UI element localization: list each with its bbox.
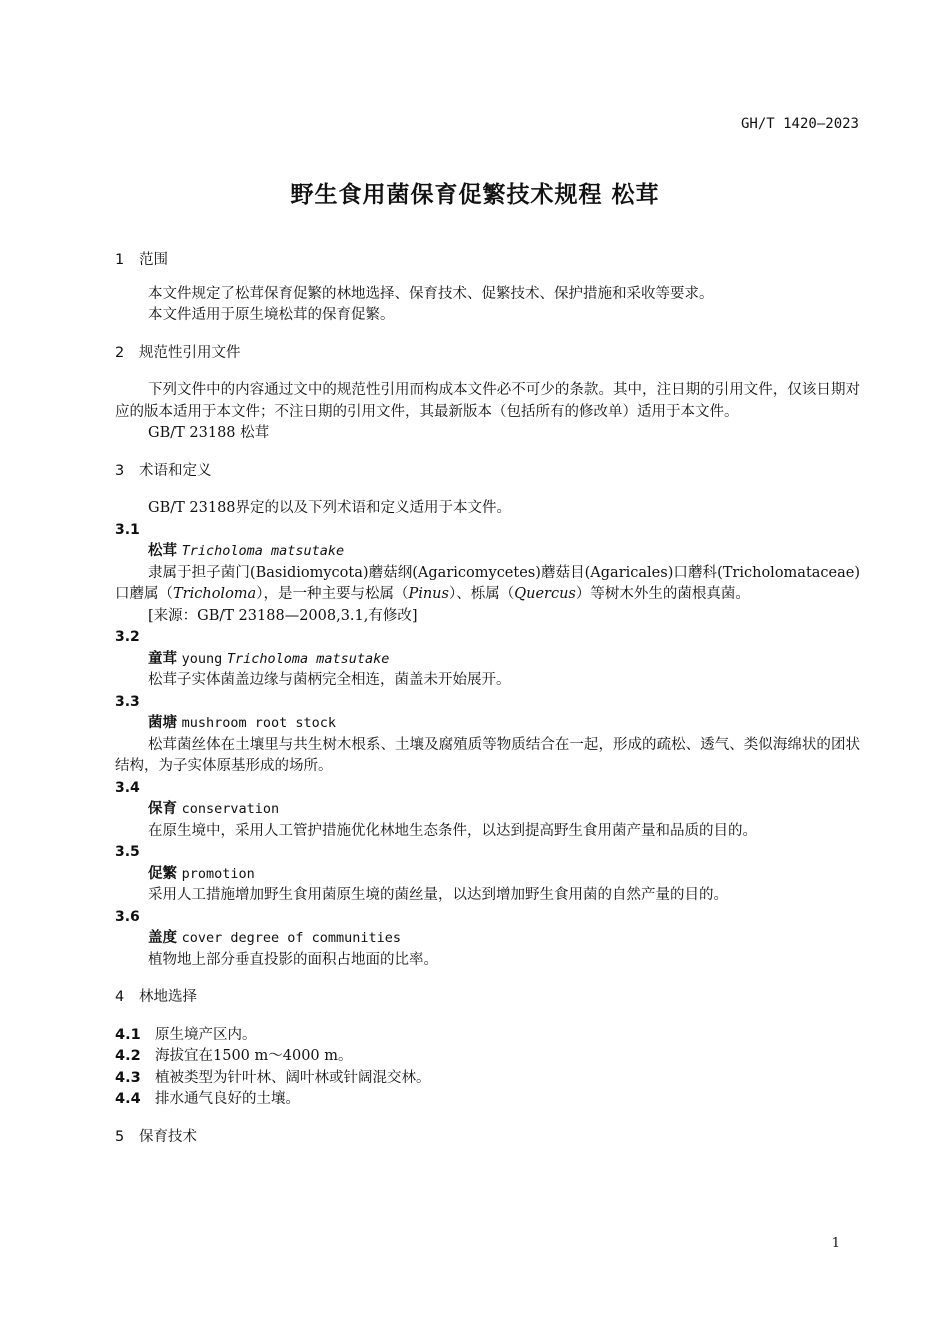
term-definition: 采用人工措施增加野生食用菌原生境的菌丝量，以达到增加野生食用菌的自然产量的目的。 — [148, 887, 728, 903]
section-heading-2: 2 规范性引用文件 — [115, 344, 241, 361]
paragraph: 下列文件中的内容通过文中的规范性引用而构成本文件必不可少的条款。其中，注日期的引用文件，仅该日期对应的版本适用于本文件；不注日期的引用文件，其最新版本（包括所有的修改单）适用于本文件。 — [115, 382, 860, 420]
term-number: 3.1 — [115, 521, 140, 538]
term-number: 3.6 — [115, 908, 140, 925]
term-name: 松茸 Tricholoma matsutake — [148, 543, 345, 559]
term-name: 盖度 cover degree of communities — [148, 930, 402, 946]
term-source: [来源：GB/T 23188—2008,3.1,有修改] — [148, 607, 418, 624]
term-number: 3.5 — [115, 844, 140, 860]
list-item: 4.1 原生境产区内。 — [115, 1026, 257, 1043]
paragraph: 本文件规定了松茸保育促繁的林地选择、保育技术、促繁技术、保护措施和采收等要求。 — [148, 285, 714, 302]
term-number: 3.4 — [115, 779, 140, 796]
document-title: 野生食用菌保育促繁技术规程 松茸 — [290, 182, 660, 208]
section-heading-1: 1 范围 — [115, 252, 168, 268]
document-body — [115, 250, 860, 1148]
term-definition: 松茸菌丝体在土壤里与共生树木根系、土壤及腐殖质等物质结合在一起，形成的疏松、透气、类似海绵状的团状结构，为子实体原基形成的场所。 — [115, 736, 860, 774]
term-number: 3.3 — [115, 693, 140, 710]
section-heading-4: 4 林地选择 — [115, 989, 197, 1005]
term-name: 促繁 promotion — [148, 865, 255, 882]
term-number: 3.2 — [115, 629, 140, 645]
paragraph: GB/T 23188界定的以及下列术语和定义适用于本文件。 — [148, 500, 512, 516]
section-heading-3: 3 术语和定义 — [115, 462, 212, 479]
term-name: 童茸 young Tricholoma matsutake — [148, 650, 390, 667]
term-definition: 隶属于担子菌门(Basidiomycota)蘑菇纲(Agaricomycetes)蘑菇目(Agaricales)口蘑科(Tricholomataceae)口蘑属（Tricholoma），是一种主要与松属（Pinus）、栎属（Quercus）等树木外生的菌根真菌。 — [115, 564, 860, 602]
term-definition: 在原生境中，采用人工管护措施优化林地生态条件，以达到提高野生食用菌产量和品质的目的。 — [148, 822, 757, 839]
paragraph: 本文件适用于原生境松茸的保育促繁。 — [148, 307, 395, 323]
term-name: 菌塘 mushroom root stock — [148, 715, 337, 731]
reference-item: GB/T 23188 松茸 — [148, 425, 270, 441]
term-name: 保育 conservation — [148, 801, 280, 817]
term-definition: 松茸子实体菌盖边缘与菌柄完全相连，菌盖未开始展开。 — [148, 672, 511, 688]
term-definition: 植物地上部分垂直投影的面积占地面的比率。 — [148, 951, 438, 968]
standard-code: GH/T 1420—2023 — [740, 116, 859, 132]
section-heading-5: 5 保育技术 — [115, 1128, 197, 1145]
page-number: 1 — [831, 1236, 840, 1251]
list-item: 4.2 海拔宜在1500 m～4000 m。 — [115, 1048, 353, 1064]
list-item: 4.4 排水通气良好的土壤。 — [115, 1091, 300, 1107]
list-item: 4.3 植被类型为针叶林、阔叶林或针阔混交林。 — [115, 1069, 431, 1086]
